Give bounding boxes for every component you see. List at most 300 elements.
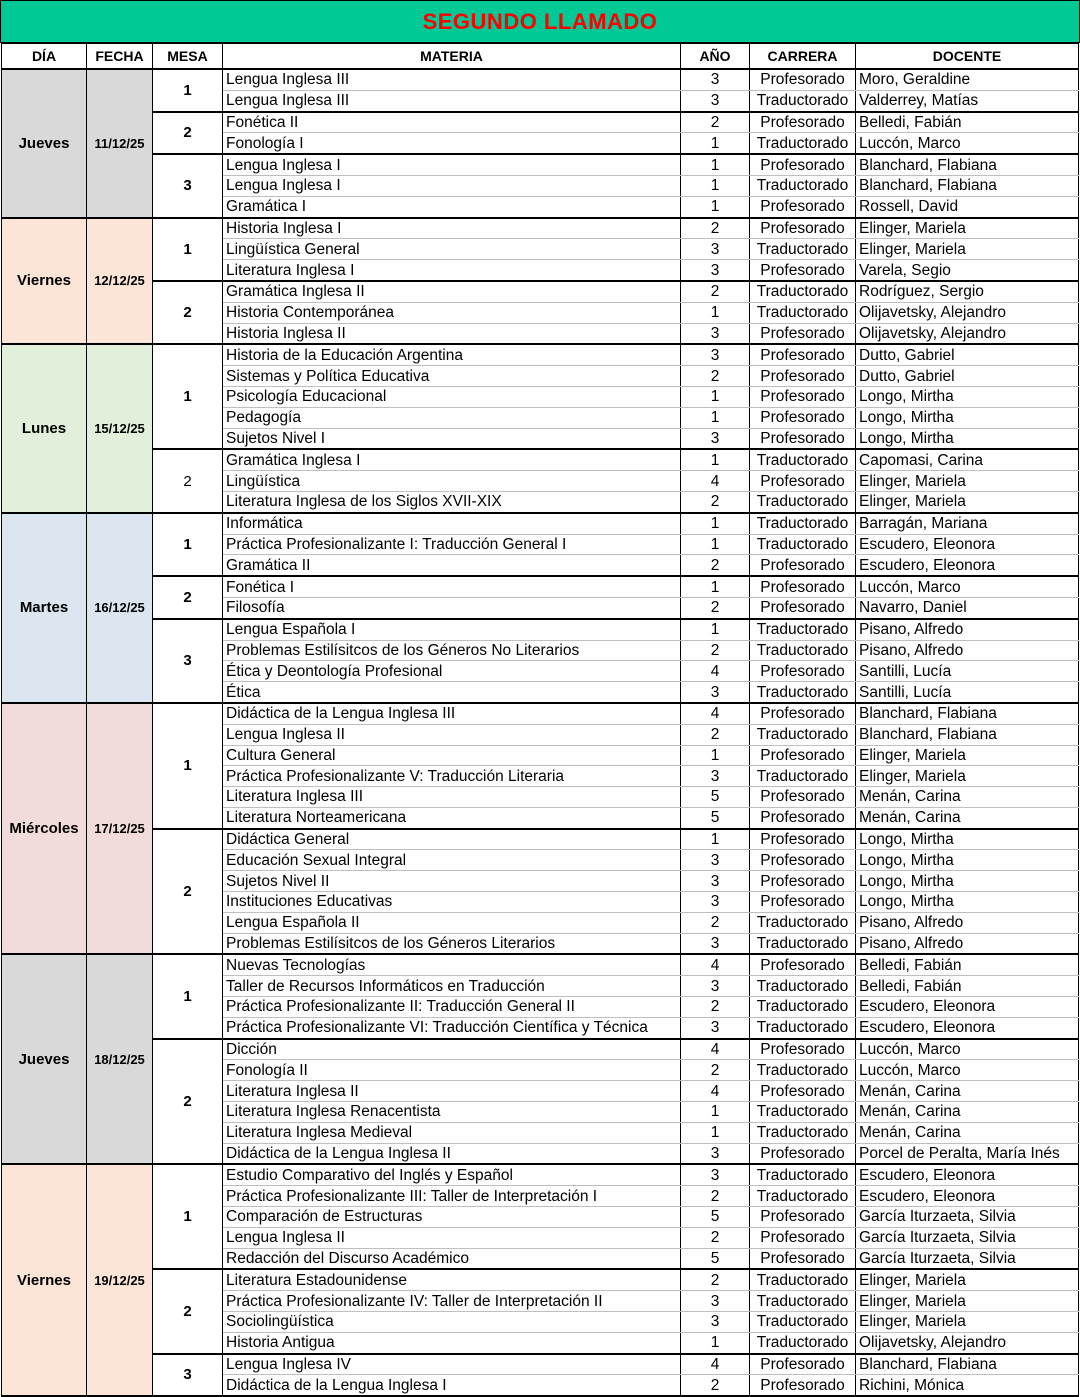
table-row [2, 829, 1079, 850]
year-cell: 1 [681, 133, 750, 154]
teacher-cell: Rodríguez, Sergio [856, 281, 1079, 302]
subject-cell: Práctica Profesionalizante II: Traducción General II [223, 997, 681, 1018]
teacher-cell: Pisano, Alfredo [856, 933, 1079, 954]
career-cell: Profesorado [750, 745, 856, 766]
header-docente: DOCENTE [856, 44, 1079, 70]
year-cell: 2 [681, 640, 750, 661]
year-cell: 1 [681, 1332, 750, 1353]
subject-cell: Práctica Profesionalizante V: Traducción Literaria [223, 766, 681, 787]
subject-cell: Gramática I [223, 196, 681, 217]
teacher-cell: Elinger, Mariela [856, 766, 1079, 787]
subject-cell: Filosofía [223, 597, 681, 618]
career-cell: Traductorado [750, 491, 856, 512]
career-cell: Traductorado [750, 1332, 856, 1353]
mesa-number-cell: 1 [153, 69, 223, 112]
career-cell: Traductorado [750, 513, 856, 534]
teacher-cell: Elinger, Mariela [856, 239, 1079, 260]
career-cell: Profesorado [750, 1227, 856, 1248]
table-row [2, 619, 1079, 640]
year-cell: 2 [681, 555, 750, 576]
year-cell: 3 [681, 260, 750, 281]
career-cell: Traductorado [750, 449, 856, 470]
subject-cell: Lingüística [223, 471, 681, 492]
subject-cell: Lengua Española I [223, 619, 681, 640]
teacher-cell: Varela, Segio [856, 260, 1079, 281]
date-cell: 12/12/25 [87, 218, 153, 345]
career-cell: Profesorado [750, 428, 856, 449]
subject-cell: Redacción del Discurso Académico [223, 1248, 681, 1269]
year-cell: 2 [681, 597, 750, 618]
subject-cell: Historia de la Educación Argentina [223, 344, 681, 365]
career-cell: Traductorado [750, 1312, 856, 1333]
career-cell: Profesorado [750, 112, 856, 133]
career-cell: Traductorado [750, 724, 856, 745]
mesa-number-cell: 1 [153, 344, 223, 449]
career-cell: Profesorado [750, 386, 856, 407]
year-cell: 1 [681, 449, 750, 470]
teacher-cell: Olijavetsky, Alejandro [856, 323, 1079, 344]
subject-cell: Literatura Inglesa Medieval [223, 1122, 681, 1143]
year-cell: 4 [681, 703, 750, 724]
day-name-cell: Martes [2, 513, 87, 703]
career-cell: Profesorado [750, 1248, 856, 1269]
subject-cell: Fonología I [223, 133, 681, 154]
year-cell: 2 [681, 997, 750, 1018]
subject-cell: Sujetos Nivel II [223, 871, 681, 892]
mesa-number-cell: 1 [153, 954, 223, 1038]
schedule-body [2, 69, 1079, 1396]
subject-cell: Taller de Recursos Informáticos en Traducción [223, 976, 681, 997]
subject-cell: Lengua Inglesa II [223, 724, 681, 745]
year-cell: 1 [681, 386, 750, 407]
year-cell: 2 [681, 912, 750, 933]
teacher-cell: Longo, Mirtha [856, 892, 1079, 913]
day-name-cell: Viernes [2, 1164, 87, 1396]
teacher-cell: Elinger, Mariela [856, 218, 1079, 239]
subject-cell: Lengua Inglesa II [223, 1227, 681, 1248]
year-cell: 1 [681, 534, 750, 555]
teacher-cell: Rossell, David [856, 196, 1079, 217]
career-cell: Profesorado [750, 954, 856, 975]
year-cell: 3 [681, 1017, 750, 1038]
career-cell: Profesorado [750, 471, 856, 492]
subject-cell: Estudio Comparativo del Inglés y Español [223, 1164, 681, 1185]
subject-cell: Lengua Inglesa III [223, 69, 681, 90]
career-cell: Profesorado [750, 218, 856, 239]
year-cell: 1 [681, 513, 750, 534]
year-cell: 1 [681, 1102, 750, 1123]
year-cell: 3 [681, 344, 750, 365]
year-cell: 1 [681, 576, 750, 597]
career-cell: Profesorado [750, 871, 856, 892]
subject-cell: Historia Antigua [223, 1332, 681, 1353]
teacher-cell: Santilli, Lucía [856, 682, 1079, 703]
career-cell: Traductorado [750, 1164, 856, 1185]
career-cell: Traductorado [750, 1060, 856, 1081]
teacher-cell: Longo, Mirtha [856, 428, 1079, 449]
year-cell: 5 [681, 1248, 750, 1269]
career-cell: Traductorado [750, 1269, 856, 1290]
subject-cell: Dicción [223, 1039, 681, 1060]
subject-cell: Sujetos Nivel I [223, 428, 681, 449]
table-row [2, 1269, 1079, 1290]
subject-cell: Fonética II [223, 112, 681, 133]
career-cell: Profesorado [750, 344, 856, 365]
teacher-cell: Longo, Mirtha [856, 871, 1079, 892]
year-cell: 3 [681, 850, 750, 871]
date-cell: 15/12/25 [87, 344, 153, 512]
subject-cell: Literatura Inglesa de los Siglos XVII-XIX [223, 491, 681, 512]
mesa-number-cell: 2 [153, 1039, 223, 1165]
year-cell: 3 [681, 933, 750, 954]
teacher-cell: Blanchard, Flabiana [856, 154, 1079, 175]
career-cell: Traductorado [750, 619, 856, 640]
career-cell: Profesorado [750, 597, 856, 618]
table-row [2, 576, 1079, 597]
table-row [2, 513, 1079, 534]
year-cell: 3 [681, 682, 750, 703]
subject-cell: Lengua Inglesa I [223, 154, 681, 175]
career-cell: Profesorado [750, 555, 856, 576]
teacher-cell: Menán, Carina [856, 1081, 1079, 1102]
subject-cell: Psicología Educacional [223, 386, 681, 407]
date-cell: 11/12/25 [87, 69, 153, 218]
teacher-cell: Luccón, Marco [856, 133, 1079, 154]
mesa-number-cell: 2 [153, 449, 223, 512]
day-name-cell: Jueves [2, 69, 87, 218]
day-name-cell: Jueves [2, 954, 87, 1164]
teacher-cell: Elinger, Mariela [856, 491, 1079, 512]
teacher-cell: Blanchard, Flabiana [856, 703, 1079, 724]
subject-cell: Práctica Profesionalizante I: Traducción General I [223, 534, 681, 555]
subject-cell: Práctica Profesionalizante VI: Traducción Científica y Técnica [223, 1017, 681, 1038]
year-cell: 2 [681, 491, 750, 512]
day-name-cell: Lunes [2, 344, 87, 512]
teacher-cell: Blanchard, Flabiana [856, 175, 1079, 196]
subject-cell: Instituciones Educativas [223, 892, 681, 913]
year-cell: 1 [681, 302, 750, 323]
year-cell: 1 [681, 154, 750, 175]
subject-cell: Literatura Inglesa III [223, 787, 681, 808]
year-cell: 1 [681, 175, 750, 196]
teacher-cell: Escudero, Eleonora [856, 1017, 1079, 1038]
year-cell: 3 [681, 892, 750, 913]
subject-cell: Lingüística General [223, 239, 681, 260]
year-cell: 2 [681, 1269, 750, 1290]
teacher-cell: Valderrey, Matías [856, 90, 1079, 111]
year-cell: 3 [681, 976, 750, 997]
career-cell: Traductorado [750, 175, 856, 196]
subject-cell: Didáctica de la Lengua Inglesa III [223, 703, 681, 724]
teacher-cell: Escudero, Eleonora [856, 1186, 1079, 1207]
year-cell: 4 [681, 1081, 750, 1102]
career-cell: Traductorado [750, 976, 856, 997]
year-cell: 1 [681, 407, 750, 428]
career-cell: Traductorado [750, 133, 856, 154]
subject-cell: Historia Inglesa II [223, 323, 681, 344]
teacher-cell: Olijavetsky, Alejandro [856, 1332, 1079, 1353]
teacher-cell: Pisano, Alfredo [856, 912, 1079, 933]
subject-cell: Comparación de Estructuras [223, 1207, 681, 1228]
teacher-cell: Belledi, Fabián [856, 976, 1079, 997]
year-cell: 3 [681, 428, 750, 449]
subject-cell: Problemas Estilísitcos de los Géneros Literarios [223, 933, 681, 954]
career-cell: Traductorado [750, 281, 856, 302]
mesa-number-cell: 3 [153, 1354, 223, 1397]
year-cell: 2 [681, 112, 750, 133]
subject-cell: Educación Sexual Integral [223, 850, 681, 871]
career-cell: Profesorado [750, 1081, 856, 1102]
subject-cell: Lengua Inglesa I [223, 175, 681, 196]
table-row [2, 703, 1079, 724]
career-cell: Profesorado [750, 323, 856, 344]
table-row [2, 218, 1079, 239]
career-cell: Profesorado [750, 1207, 856, 1228]
career-cell: Traductorado [750, 302, 856, 323]
career-cell: Profesorado [750, 787, 856, 808]
year-cell: 3 [681, 90, 750, 111]
career-cell: Profesorado [750, 850, 856, 871]
table-row [2, 112, 1079, 133]
teacher-cell: Escudero, Eleonora [856, 534, 1079, 555]
career-cell: Profesorado [750, 892, 856, 913]
career-cell: Profesorado [750, 1354, 856, 1375]
subject-cell: Fonología II [223, 1060, 681, 1081]
table-row [2, 1164, 1079, 1185]
subject-cell: Ética y Deontología Profesional [223, 661, 681, 682]
subject-cell: Literatura Inglesa Renacentista [223, 1102, 681, 1123]
career-cell: Traductorado [750, 1186, 856, 1207]
career-cell: Profesorado [750, 1039, 856, 1060]
header-dia: DÍA [2, 44, 87, 70]
year-cell: 3 [681, 871, 750, 892]
teacher-cell: Dutto, Gabriel [856, 344, 1079, 365]
career-cell: Traductorado [750, 933, 856, 954]
mesa-number-cell: 2 [153, 112, 223, 155]
table-row [2, 449, 1079, 470]
career-cell: Profesorado [750, 196, 856, 217]
teacher-cell: Menán, Carina [856, 787, 1079, 808]
teacher-cell: Olijavetsky, Alejandro [856, 302, 1079, 323]
teacher-cell: Escudero, Eleonora [856, 555, 1079, 576]
subject-cell: Nuevas Tecnologías [223, 954, 681, 975]
subject-cell: Lengua Española II [223, 912, 681, 933]
year-cell: 3 [681, 239, 750, 260]
subject-cell: Sociolingüística [223, 1312, 681, 1333]
teacher-cell: Menán, Carina [856, 807, 1079, 828]
teacher-cell: Luccón, Marco [856, 1039, 1079, 1060]
header-materia: MATERIA [223, 44, 681, 70]
career-cell: Traductorado [750, 1017, 856, 1038]
teacher-cell: García Iturzaeta, Silvia [856, 1227, 1079, 1248]
career-cell: Traductorado [750, 239, 856, 260]
year-cell: 1 [681, 829, 750, 850]
mesa-number-cell: 2 [153, 1269, 223, 1353]
teacher-cell: Escudero, Eleonora [856, 1164, 1079, 1185]
teacher-cell: Porcel de Peralta, María Inés [856, 1143, 1079, 1164]
year-cell: 2 [681, 1227, 750, 1248]
teacher-cell: Blanchard, Flabiana [856, 1354, 1079, 1375]
subject-cell: Literatura Inglesa II [223, 1081, 681, 1102]
date-cell: 17/12/25 [87, 703, 153, 955]
subject-cell: Gramática Inglesa II [223, 281, 681, 302]
subject-cell: Didáctica de la Lengua Inglesa II [223, 1143, 681, 1164]
table-row [2, 954, 1079, 975]
career-cell: Profesorado [750, 1143, 856, 1164]
year-cell: 3 [681, 1164, 750, 1185]
mesa-number-cell: 1 [153, 218, 223, 281]
teacher-cell: Luccón, Marco [856, 576, 1079, 597]
career-cell: Traductorado [750, 640, 856, 661]
date-cell: 18/12/25 [87, 954, 153, 1164]
career-cell: Traductorado [750, 1122, 856, 1143]
header-mesa: MESA [153, 44, 223, 70]
career-cell: Traductorado [750, 997, 856, 1018]
year-cell: 3 [681, 1143, 750, 1164]
career-cell: Traductorado [750, 1291, 856, 1312]
mesa-number-cell: 1 [153, 703, 223, 829]
mesa-number-cell: 3 [153, 154, 223, 217]
table-row [2, 281, 1079, 302]
subject-cell: Cultura General [223, 745, 681, 766]
career-cell: Traductorado [750, 534, 856, 555]
year-cell: 1 [681, 196, 750, 217]
teacher-cell: Menán, Carina [856, 1122, 1079, 1143]
teacher-cell: Pisano, Alfredo [856, 640, 1079, 661]
teacher-cell: Longo, Mirtha [856, 829, 1079, 850]
year-cell: 2 [681, 1060, 750, 1081]
subject-cell: Didáctica de la Lengua Inglesa I [223, 1375, 681, 1396]
career-cell: Profesorado [750, 69, 856, 90]
year-cell: 1 [681, 1122, 750, 1143]
subject-cell: Pedagogía [223, 407, 681, 428]
career-cell: Profesorado [750, 576, 856, 597]
teacher-cell: Santilli, Lucía [856, 661, 1079, 682]
subject-cell: Historia Contemporánea [223, 302, 681, 323]
teacher-cell: Barragán, Mariana [856, 513, 1079, 534]
date-cell: 19/12/25 [87, 1164, 153, 1396]
year-cell: 3 [681, 766, 750, 787]
teacher-cell: Blanchard, Flabiana [856, 724, 1079, 745]
date-cell: 16/12/25 [87, 513, 153, 703]
subject-cell: Literatura Norteamericana [223, 807, 681, 828]
year-cell: 3 [681, 1291, 750, 1312]
year-cell: 2 [681, 724, 750, 745]
subject-cell: Lengua Inglesa IV [223, 1354, 681, 1375]
career-cell: Traductorado [750, 90, 856, 111]
subject-cell: Ética [223, 682, 681, 703]
subject-cell: Sistemas y Política Educativa [223, 366, 681, 387]
year-cell: 3 [681, 323, 750, 344]
subject-cell: Literatura Estadounidense [223, 1269, 681, 1290]
header-anio: AÑO [681, 44, 750, 70]
career-cell: Profesorado [750, 829, 856, 850]
teacher-cell: Dutto, Gabriel [856, 366, 1079, 387]
day-name-cell: Viernes [2, 218, 87, 345]
year-cell: 3 [681, 69, 750, 90]
teacher-cell: Pisano, Alfredo [856, 619, 1079, 640]
teacher-cell: Moro, Geraldine [856, 69, 1079, 90]
teacher-cell: Capomasi, Carina [856, 449, 1079, 470]
header-fecha: FECHA [87, 44, 153, 70]
year-cell: 5 [681, 787, 750, 808]
teacher-cell: Escudero, Eleonora [856, 997, 1079, 1018]
career-cell: Traductorado [750, 766, 856, 787]
subject-cell: Didáctica General [223, 829, 681, 850]
career-cell: Profesorado [750, 807, 856, 828]
career-cell: Profesorado [750, 1375, 856, 1396]
teacher-cell: García Iturzaeta, Silvia [856, 1207, 1079, 1228]
year-cell: 1 [681, 745, 750, 766]
mesa-number-cell: 2 [153, 829, 223, 955]
teacher-cell: Longo, Mirtha [856, 386, 1079, 407]
subject-cell: Práctica Profesionalizante III: Taller de Interpretación I [223, 1186, 681, 1207]
subject-cell: Práctica Profesionalizante IV: Taller de Interpretación II [223, 1291, 681, 1312]
teacher-cell: Belledi, Fabián [856, 954, 1079, 975]
teacher-cell: Richini, Mónica [856, 1375, 1079, 1396]
subject-cell: Gramática Inglesa I [223, 449, 681, 470]
teacher-cell: Elinger, Mariela [856, 1291, 1079, 1312]
teacher-cell: García Iturzaeta, Silvia [856, 1248, 1079, 1269]
year-cell: 4 [681, 1039, 750, 1060]
teacher-cell: Elinger, Mariela [856, 1269, 1079, 1290]
teacher-cell: Menán, Carina [856, 1102, 1079, 1123]
table-row [2, 1354, 1079, 1375]
year-cell: 5 [681, 807, 750, 828]
year-cell: 4 [681, 471, 750, 492]
year-cell: 4 [681, 661, 750, 682]
career-cell: Profesorado [750, 661, 856, 682]
year-cell: 5 [681, 1207, 750, 1228]
teacher-cell: Luccón, Marco [856, 1060, 1079, 1081]
career-cell: Profesorado [750, 154, 856, 175]
year-cell: 1 [681, 619, 750, 640]
mesa-number-cell: 1 [153, 1164, 223, 1269]
career-cell: Traductorado [750, 1102, 856, 1123]
year-cell: 2 [681, 366, 750, 387]
table-row [2, 1039, 1079, 1060]
mesa-number-cell: 1 [153, 513, 223, 576]
year-cell: 4 [681, 1354, 750, 1375]
career-cell: Profesorado [750, 260, 856, 281]
teacher-cell: Longo, Mirtha [856, 407, 1079, 428]
table-row [2, 154, 1079, 175]
career-cell: Profesorado [750, 407, 856, 428]
table-row [2, 344, 1079, 365]
teacher-cell: Navarro, Daniel [856, 597, 1079, 618]
mesa-number-cell: 3 [153, 619, 223, 703]
teacher-cell: Belledi, Fabián [856, 112, 1079, 133]
career-cell: Profesorado [750, 703, 856, 724]
teacher-cell: Elinger, Mariela [856, 745, 1079, 766]
table-row [2, 69, 1079, 90]
year-cell: 2 [681, 281, 750, 302]
subject-cell: Gramática II [223, 555, 681, 576]
teacher-cell: Elinger, Mariela [856, 471, 1079, 492]
career-cell: Traductorado [750, 912, 856, 933]
header-carrera: CARRERA [750, 44, 856, 70]
teacher-cell: Longo, Mirtha [856, 850, 1079, 871]
subject-cell: Fonética I [223, 576, 681, 597]
subject-cell: Historia Inglesa I [223, 218, 681, 239]
year-cell: 2 [681, 1186, 750, 1207]
schedule-table [1, 43, 1079, 1397]
subject-cell: Literatura Inglesa I [223, 260, 681, 281]
subject-cell: Informática [223, 513, 681, 534]
mesa-number-cell: 2 [153, 576, 223, 619]
teacher-cell: Elinger, Mariela [856, 1312, 1079, 1333]
year-cell: 2 [681, 218, 750, 239]
